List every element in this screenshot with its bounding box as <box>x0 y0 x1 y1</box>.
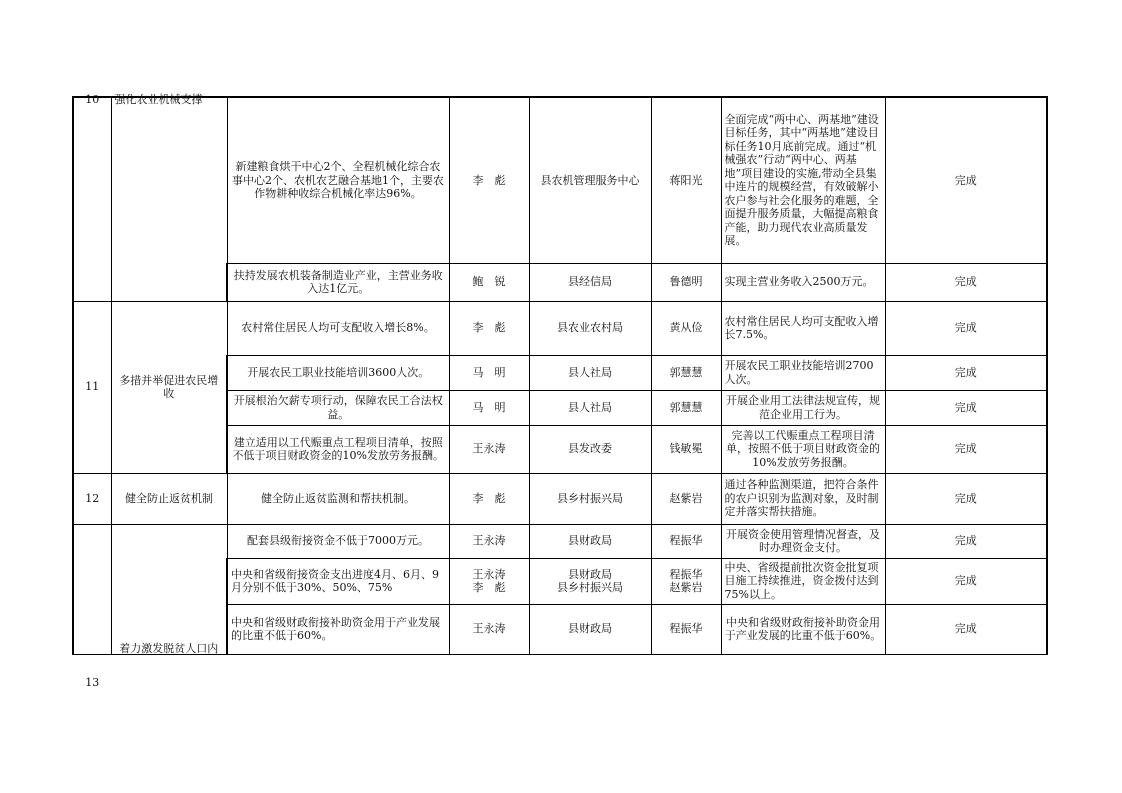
dept-cell: 县农机管理服务中心 <box>529 97 651 263</box>
leader-cell: 王永涛 李 彪 <box>449 558 529 604</box>
target-cell: 中央和省级财政衔接补助资金用于产业发展的比重不低于60%。 <box>227 604 449 654</box>
spreadsheet-page <box>72 93 1046 689</box>
dept-cell: 县人社局 <box>529 390 651 425</box>
task-name: 着力激发脱贫人口内 <box>111 524 227 654</box>
person-cell: 赵紫岩 <box>651 473 721 524</box>
target-cell: 扶持发展农机装备制造业产业，主营业务收入达1亿元。 <box>227 263 449 301</box>
status-cell: 完成 <box>885 97 1047 263</box>
person-cell: 程振华 <box>651 604 721 654</box>
dept-cell: 县财政局 县乡村振兴局 <box>529 558 651 604</box>
dept-cell: 县乡村振兴局 <box>529 473 651 524</box>
person-cell: 黄从俭 <box>651 301 721 355</box>
person-cell: 程振华 赵紫岩 <box>651 558 721 604</box>
leader-cell: 李 彪 <box>449 97 529 263</box>
status-cell: 完成 <box>885 425 1047 473</box>
leader-cell: 鲍 锐 <box>449 263 529 301</box>
status-cell: 完成 <box>885 301 1047 355</box>
status-cell: 完成 <box>885 604 1047 654</box>
target-cell: 开展农民工职业技能培训3600人次。 <box>227 355 449 390</box>
table-row <box>73 301 1047 355</box>
target-cell: 中央和省级衔接资金支出进度4月、6月、9月分别不低于30%、50%、75% <box>227 558 449 604</box>
progress-cell: 开展农民工职业技能培训2700人次。 <box>721 355 885 390</box>
dept-cell: 县发改委 <box>529 425 651 473</box>
dept-cell: 县农业农村局 <box>529 301 651 355</box>
progress-cell: 通过各种监测渠道，把符合条件的农户识别为监测对象，及时制定并落实帮扶措施。 <box>721 473 885 524</box>
progress-cell: 实现主营业务收入2500万元。 <box>721 263 885 301</box>
person-cell: 程振华 <box>651 524 721 558</box>
leader-cell: 王永涛 <box>449 425 529 473</box>
dept-cell: 县人社局 <box>529 355 651 390</box>
target-cell: 开展根治欠薪专项行动，保障农民工合法权益。 <box>227 390 449 425</box>
row-number: 11 <box>73 301 111 473</box>
leader-cell: 马 明 <box>449 390 529 425</box>
row-number: 13 <box>73 524 111 654</box>
leader-cell: 李 彪 <box>449 473 529 524</box>
leader-cell: 王永涛 <box>449 604 529 654</box>
status-cell: 完成 <box>885 263 1047 301</box>
task-name: 多措并举促进农民增收 <box>111 301 227 473</box>
person-cell: 郭慧慧 <box>651 355 721 390</box>
person-cell: 郭慧慧 <box>651 390 721 425</box>
status-cell: 完成 <box>885 473 1047 524</box>
progress-cell: 开展企业用工法律法规宣传，规范企业用工行为。 <box>721 390 885 425</box>
person-cell: 鲁德明 <box>651 263 721 301</box>
person-cell: 钱敏冕 <box>651 425 721 473</box>
dept-cell: 县财政局 <box>529 604 651 654</box>
leader-cell: 马 明 <box>449 355 529 390</box>
table-row <box>73 524 1047 558</box>
progress-cell: 中央、省级提前批次资金批复项目施工持续推进，资金拨付达到75%以上。 <box>721 558 885 604</box>
leader-cell: 王永涛 <box>449 524 529 558</box>
target-cell: 健全防止返贫监测和帮扶机制。 <box>227 473 449 524</box>
progress-cell: 完善以工代赈重点工程项目清单，按照不低于项目财政资金的10%发放劳务报酬。 <box>721 425 885 473</box>
target-cell: 新建粮食烘干中心2个、全程机械化综合农事中心2个、农机农艺融合基地1个，主要农作物耕种收综合机械化率达96%。 <box>227 97 449 263</box>
dept-cell: 县财政局 <box>529 524 651 558</box>
progress-cell: 中央和省级财政衔接补助资金用于产业发展的比重不低于60%。 <box>721 604 885 654</box>
table-row <box>73 97 1047 263</box>
target-cell: 建立适用以工代赈重点工程项目清单，按照不低于项目财政资金的10%发放劳务报酬。 <box>227 425 449 473</box>
status-cell: 完成 <box>885 355 1047 390</box>
target-cell: 配套县级衔接资金不低于7000万元。 <box>227 524 449 558</box>
progress-cell: 农村常住居民人均可支配收入增长7.5%。 <box>721 301 885 355</box>
dept-cell: 县经信局 <box>529 263 651 301</box>
target-cell: 农村常住居民人均可支配收入增长8%。 <box>227 301 449 355</box>
status-cell: 完成 <box>885 524 1047 558</box>
status-cell: 完成 <box>885 558 1047 604</box>
task-table <box>72 93 1048 689</box>
row-number: 10 <box>73 97 111 301</box>
progress-cell: 开展资金使用管理情况督查，及时办理资金支付。 <box>721 524 885 558</box>
task-name: 健全防止返贫机制 <box>111 473 227 524</box>
person-cell: 蒋阳光 <box>651 97 721 263</box>
leader-cell: 李 彪 <box>449 301 529 355</box>
task-name: 强化农业机械支撑 <box>111 97 227 301</box>
status-cell: 完成 <box>885 390 1047 425</box>
progress-cell: 全面完成“两中心、两基地”建设目标任务，其中“两基地”建设目标任务10月底前完成。通过“机械强农”行动“两中心、两基地”项目建设的实施,带动全县集中连片的规模经营，有效破解小农户参与社会化服务的难题，全面提升服务质量，大幅提高粮食产能，助力现代农业高质量发展。 <box>721 97 885 263</box>
row-number: 12 <box>73 473 111 524</box>
table-row <box>73 473 1047 524</box>
